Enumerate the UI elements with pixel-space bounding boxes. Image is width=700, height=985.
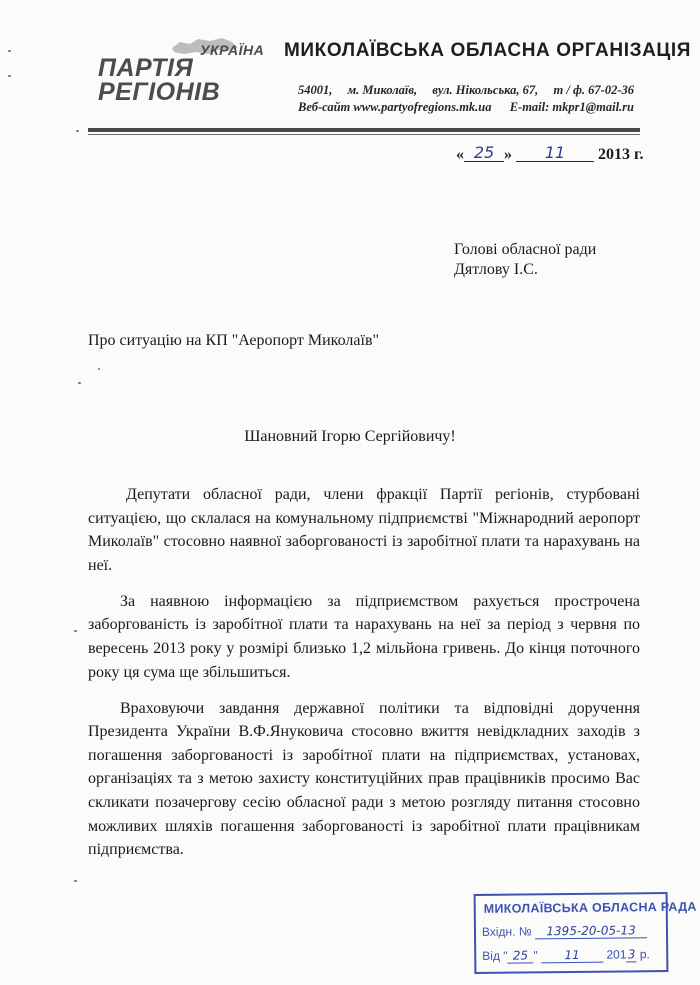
stamp-from-label: Від xyxy=(482,948,500,963)
stamp-day: 25 xyxy=(507,949,533,963)
stamp-open-quote: " xyxy=(503,948,508,963)
letterhead-divider-thin xyxy=(88,134,640,135)
address-street: вул. Нікольська, 67, xyxy=(432,83,539,97)
website: Веб-сайт www.partyofregions.mk.ua xyxy=(298,100,492,114)
logo-party-text: ПАРТІЯ xyxy=(98,54,194,82)
paragraph: Депутати обласної ради, члени фракції Партії регіонів, стурбовані ситуацією, що склалася на комунальному підприємстві "Міжнародний аеропорт Миколаїв" стосовно наявної заборгованості із заробітної плати та нарахувань на неї. xyxy=(88,486,640,574)
stamp-close-quote: " xyxy=(533,948,538,963)
stamp-title: МИКОЛАЇВСЬКА ОБЛАСНА РАДА xyxy=(483,899,697,916)
salutation: Шановний Ігорю Сергійовичу! xyxy=(244,428,456,445)
address-city: м. Миколаїв, xyxy=(347,83,418,97)
date-month: 11 xyxy=(516,145,594,162)
organization-name: МИКОЛАЇВСЬКА ОБЛАСНА ОРГАНІЗАЦІЯ xyxy=(284,40,692,61)
letter-body xyxy=(88,483,640,874)
date-close-quote: » xyxy=(504,146,512,163)
stamp-year-abbr: р. xyxy=(639,947,650,962)
address-index: 54001, xyxy=(298,83,333,97)
contacts-block xyxy=(298,82,634,116)
date-year: 2013 г. xyxy=(598,146,644,163)
logo-regions-text: РЕГІОНІВ xyxy=(98,78,221,106)
letter-subject: Про ситуацію на КП "Аеропорт Миколаїв" xyxy=(88,332,380,349)
stamp-year-prefix: 201 xyxy=(606,947,627,962)
stamp-incoming-number: 1395-20-05-13 xyxy=(535,924,647,939)
letter-date xyxy=(456,145,643,164)
logo-ukraina-text: УКРАЇНА xyxy=(200,42,265,58)
paragraph: Враховуючи завдання державної політики та відповідні доручення Президента України В.Ф.Януковича стосовно вжиття невідкладних заходів з погашення заборгованості із заробітної плати на підприємствах, установах, організаціях та з метою захисту конституційних прав працівників просимо Вас скликати позачергову сесію обласної ради з метою розгляду питання стосовно можливих шляхів погашення заборгованості із заробітної плати працівникам підприємства. xyxy=(88,699,640,859)
date-open-quote: « xyxy=(456,146,464,163)
letterhead-divider xyxy=(88,128,640,132)
stamp-month: 11 xyxy=(541,949,603,964)
addressee-name: Дятлову І.С. xyxy=(454,261,538,278)
stamp-year-suffix: 3 xyxy=(627,947,636,962)
addressee-position: Голові обласної ради xyxy=(454,241,597,258)
registration-stamp xyxy=(474,892,697,974)
party-logo xyxy=(92,28,277,108)
address-phone: т / ф. 67-02-36 xyxy=(553,83,634,97)
email: E-mail: mkpr1@mail.ru xyxy=(509,100,634,114)
paragraph: За наявною інформацією за підприємством рахується прострочена заборгованість із заробітної плати та нарахувань на неї за період з червня по вересень 2013 року у розмірі близько 1,2 мільйона гривень. До кінця поточного року ця сума ще збільшиться. xyxy=(88,592,640,681)
stamp-incoming-label: Вхідн. № xyxy=(481,924,532,939)
addressee xyxy=(454,240,596,280)
date-day: 25 xyxy=(464,145,504,162)
